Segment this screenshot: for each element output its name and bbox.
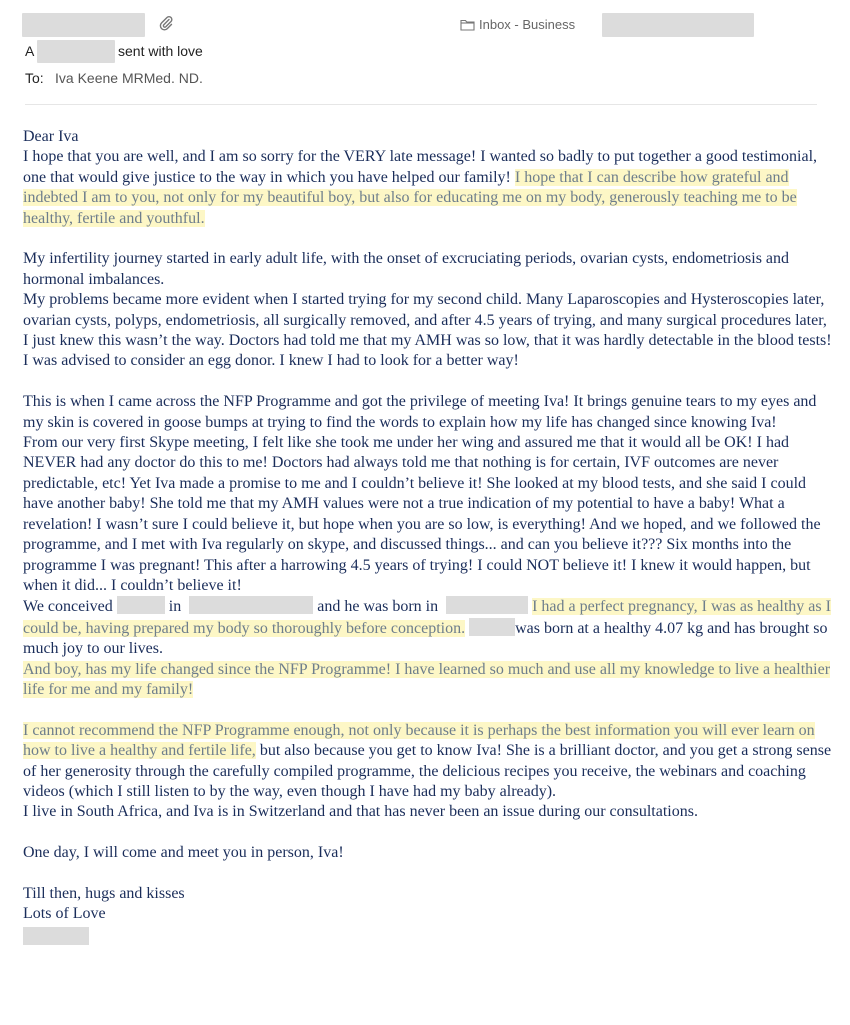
spacer <box>23 823 835 843</box>
closing-line-2: Lots of Love <box>23 905 106 923</box>
intro-text: I hope that you are well, and I am so sorry for the VERY late message! I wanted so badly to put together a good testimonial, one that would give justice to the way in which you have helped our family! <box>23 148 818 186</box>
spacer <box>23 700 835 720</box>
spacer <box>23 372 835 392</box>
life-changed-highlight: And boy, has my life changed since the NFP Programme! I have learned so much and use all my knowledge to live a healthier life for me and my family! <box>23 660 831 698</box>
intro-highlight: I hope that I can describe how grateful and indebted I am to you, not only for my beautiful boy, but also for educating me on my body, generously teaching me to be healthy, fertile and youthful. <box>23 168 797 227</box>
email-subject: sent with love <box>118 43 203 59</box>
birth-text: was born at a healthy 4.07 kg and has brought so much joy to our lives. <box>23 619 828 658</box>
email-body <box>23 127 835 945</box>
paragraph-problems: My problems became more evident when I started trying for my second child. Many Laparoscopies and Hysteroscopies later, ovarian cysts, polyps, endometriosis, all surgically removed, and after 4.5 years of trying, and many surgical procedures later, I just knew this wasn’t the way. Doctors had told me that my AMH was so low, that it was hardly detectable in the blood tests! I was advised to consider an egg donor. I knew I had to look for a better way! <box>23 291 832 370</box>
paragraph-discovery: This is when I came across the NFP Programme and got the privilege of meeting Iva! It brings genuine tears to my eyes and my skin is covered in goose bumps at trying to find the words to explain how my life has changed since knowing Iva! <box>23 393 817 431</box>
redacted-month <box>117 596 165 614</box>
paragraph-intro <box>23 147 835 229</box>
conception-text-2: in <box>164 598 186 616</box>
redacted-sender-surname <box>37 40 115 63</box>
greeting: Dear Iva <box>23 128 79 145</box>
redacted-date <box>602 13 754 37</box>
paragraph-recommendation <box>23 721 835 803</box>
recommendation-text: but also because you get to know Iva! She is a brilliant doctor, and you get a strong sense of her generosity through the carefully compiled programme, the delicious recipes you receive, the webinars and coaching videos (which I still listen to by the way, even though I have had my baby already). <box>23 742 832 800</box>
redacted-date <box>189 596 313 614</box>
conception-text-1: We conceived <box>23 598 117 616</box>
to-label: To: <box>25 70 44 86</box>
spacer <box>23 229 835 249</box>
sender-initial: A <box>25 43 35 59</box>
paragraph-first-meeting: From our very first Skype meeting, I felt like she took me under her wing and assured me that it would all be OK! I had NEVER had any doctor do this to me! Doctors had always told me that nothing is for certain, IVF outcomes are never predictable, etc! Yet Iva made a promise to me and I couldn’t believe it! She looked at my blood tests, and she said I could have another baby! She told me that my AMH values were not a true indication of my potential to have a baby! What a revelation! I wasn’t sure I could believe it, but hope when you are so low, is everything! And we hoped, and we followed the programme, and I met with Iva regularly on skype, and discussed things... and can you believe it??? Six months into the programme I was pregnant! This after a harrowing 4.5 years of trying! I could NOT believe it! I knew it would happen, but when it did... I couldn’t believe it! <box>23 434 821 594</box>
recommendation-highlight: I cannot recommend the NFP Programme enough, not only because it is perhaps the best information you will ever learn on how to live a healthy and fertile life, <box>23 721 815 760</box>
paragraph-life-changed <box>23 660 835 701</box>
closing-line-1: Till then, hugs and kisses <box>23 884 185 902</box>
email-header <box>0 0 850 108</box>
recipient-name[interactable]: Iva Keene MRMed. ND. <box>55 70 203 86</box>
redacted-signature <box>23 927 89 945</box>
paperclip-icon[interactable] <box>158 15 174 31</box>
folder-icon <box>460 18 475 31</box>
spacer <box>23 864 835 884</box>
paragraph-location: I live in South Africa, and Iva is in Switzerland and that has never been an issue during our consultations. <box>23 803 698 821</box>
redacted-baby-name <box>469 618 515 636</box>
paragraph-journey: My infertility journey started in early adult life, with the onset of excruciating periods, ovarian cysts, endometriosis and hormonal imbalances. <box>23 250 790 288</box>
redacted-sender-name <box>22 13 145 37</box>
mailbox-folder-label[interactable]: Inbox - Business <box>479 17 576 32</box>
redacted-birth-date <box>446 596 528 614</box>
header-divider <box>25 104 817 105</box>
paragraph-meet: One day, I will come and meet you in person, Iva! <box>23 844 344 862</box>
pregnancy-highlight: I had a perfect pregnancy, I was as healthy as I could be, having prepared my body so thoroughly before conception. <box>23 598 831 637</box>
conception-text-3: and he was born in <box>313 598 443 616</box>
paragraph-conception <box>23 596 835 659</box>
